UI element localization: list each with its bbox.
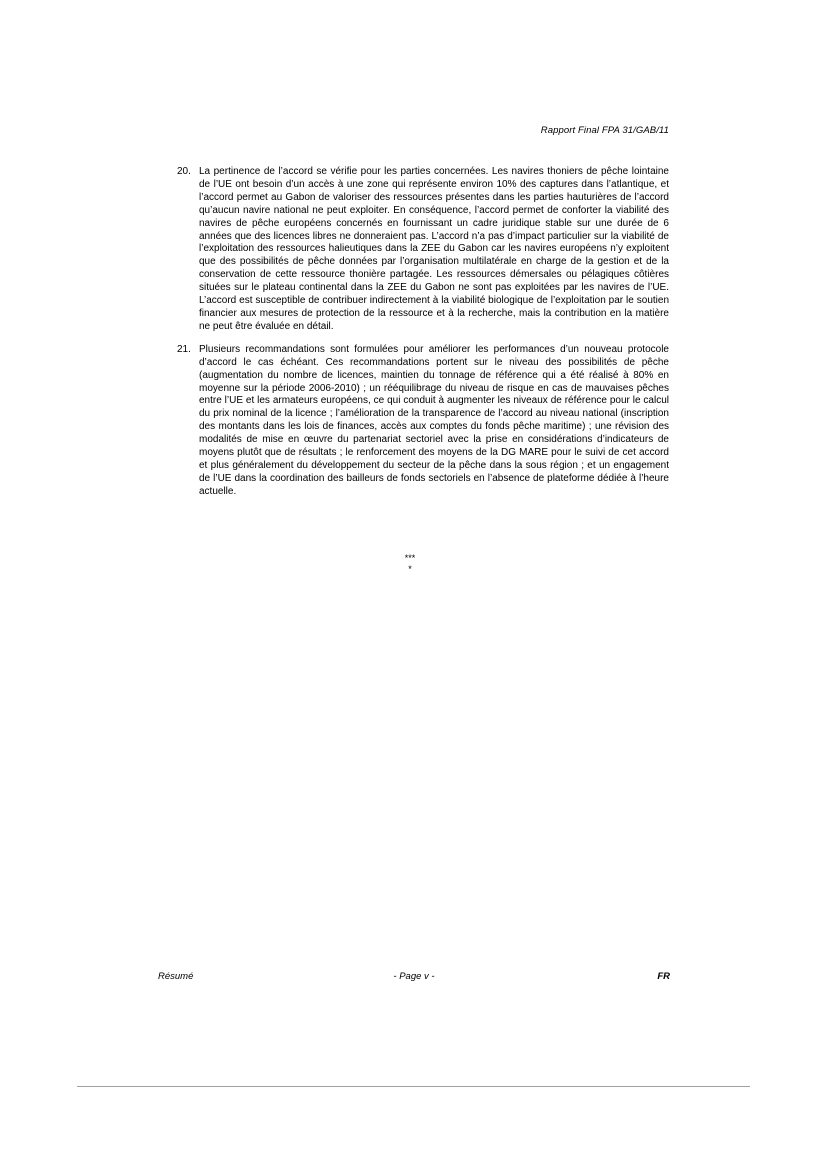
- footer-page-number: - Page v -: [393, 971, 435, 982]
- footer-language: FR: [657, 971, 670, 982]
- paragraph-text: La pertinence de l’accord se vérifie pour les parties concernées. Les navires thoniers de pêche lointaine de l’UE ont besoin d’un accès à une zone qui représente environ 10% des captures dans l’atlantique, et l’accord permet au Gabon de valoriser des ressources présentes dans les parties hauturières de l’accord qu’aucun navire national ne peut exploiter. En conséquence, l’accord permet de conforter la viabilité des navires de pêche européens concernés en fournissant un cadre juridique stable sur une durée de 6 années que des licences libres ne donneraient pas. L’accord n’a pas d’impact particulier sur la viabilité de l’exploitation des ressources halieutiques dans la ZEE du Gabon car les navires européens n’y exploitent que des possibilités de pêche données par l’organisation multilatérale en charge de la gestion et de la conservation de cette ressource thonière partagée. Les ressources démersales ou pélagiques côtières situées sur le plateau continental dans la ZEE du Gabon ne sont pas exploitées par les navires de l’UE. L’accord est susceptible de contribuer indirectement à la viabilité biologique de l’exploitation par le soutien financier aux mesures de protection de la ressource et à la recherche, mais la contribution en la matière ne peut être évaluée en détail.: [199, 166, 669, 332]
- paragraph-text: Plusieurs recommandations sont formulées pour améliorer les performances d’un nouveau protocole d’accord le cas échéant. Ces recommandations portent sur le niveau des possibilités de pêche (augmentation du nombre de licences, maintien du tonnage de référence qui a été réalisé à 80% en moyenne sur la période 2006-2010) ; un rééquilibrage du niveau de risque en cas de mauvaises pêches entre l’UE et les armateurs européens, ce qui conduit à augmenter les niveaux de référence pour le calcul du prix nominal de la licence ; l’amélioration de la transparence de l’accord au niveau national (inscription des montants dans les lois de finances, accès aux comptes du fonds pêche maritime) ; une révision des modalités de mise en œuvre du partenariat sectoriel avec la prise en considérations d’indicateurs de moyens plutôt que de résultats ; le renforcement des moyens de la DG MARE pour le suivi de cet accord et plus généralement du développement du secteur de la pêche dans la sous région ; et un engagement de l’UE dans la coordination des bailleurs de fonds sectoriels en l’absence de plateforme dédiée à l’heure actuelle.: [199, 343, 669, 497]
- section-separator: [0, 553, 826, 575]
- paragraph-20: [177, 166, 669, 334]
- paragraph-number: 20.: [177, 166, 191, 177]
- separator-star: *: [408, 564, 412, 574]
- paragraph-number: 21.: [177, 343, 191, 355]
- page-header-reference: Rapport Final FPA 31/GAB/11: [540, 125, 669, 136]
- footer-section-label: Résumé: [158, 971, 194, 982]
- paragraph-21: [177, 344, 669, 499]
- bottom-divider: [77, 1086, 750, 1087]
- document-body: [177, 166, 669, 509]
- page-footer: [158, 971, 670, 985]
- separator-stars: ***: [404, 553, 416, 563]
